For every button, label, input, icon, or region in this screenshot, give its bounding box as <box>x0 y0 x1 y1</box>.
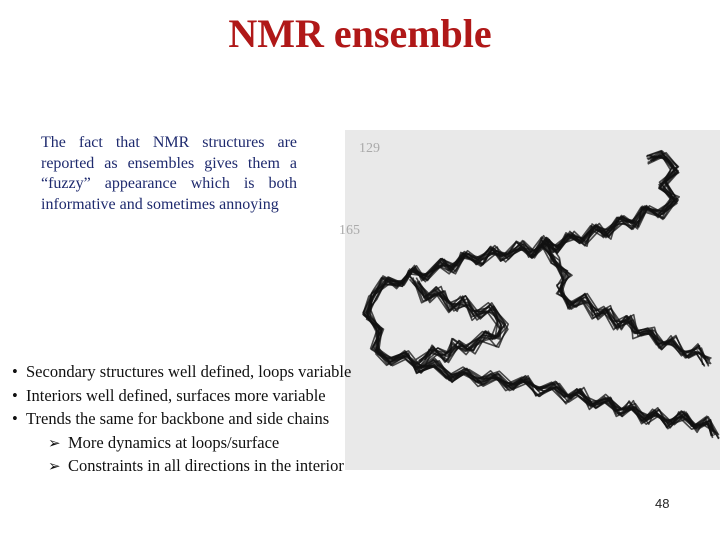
bullet-text: Interiors well defined, surfaces more variable <box>26 385 326 405</box>
bullet-text: Trends the same for backbone and side chains <box>26 409 330 428</box>
residue-label-129: 129 <box>359 141 380 156</box>
slide-title: NMR ensemble <box>228 11 492 56</box>
sub-bullet-text: More dynamics at loops/surface <box>68 432 280 452</box>
bullet-item <box>12 407 432 431</box>
residue-label-165: 165 <box>339 223 360 238</box>
bullet-glyph: • <box>12 362 18 381</box>
arrow-bullet-icon: ➢ <box>48 433 61 452</box>
bullet-item <box>12 360 432 384</box>
page-number: 48 <box>655 496 670 511</box>
sub-bullet-item <box>12 454 432 478</box>
sub-bullet-item <box>12 431 432 455</box>
sub-bullet-text: Constraints in all directions in the interior <box>68 456 344 475</box>
bullet-glyph: • <box>12 385 18 405</box>
bullet-glyph: • <box>12 409 18 428</box>
bullet-list <box>12 360 432 478</box>
bullet-text: Secondary structures well defined, loops variable <box>26 362 352 381</box>
bullet-item <box>12 384 432 408</box>
arrow-bullet-icon: ➢ <box>48 457 61 475</box>
intro-paragraph: The fact that NMR structures are reported as ensembles gives them a “fuzzy” appearance which is both informative and sometimes annoying <box>41 134 297 213</box>
